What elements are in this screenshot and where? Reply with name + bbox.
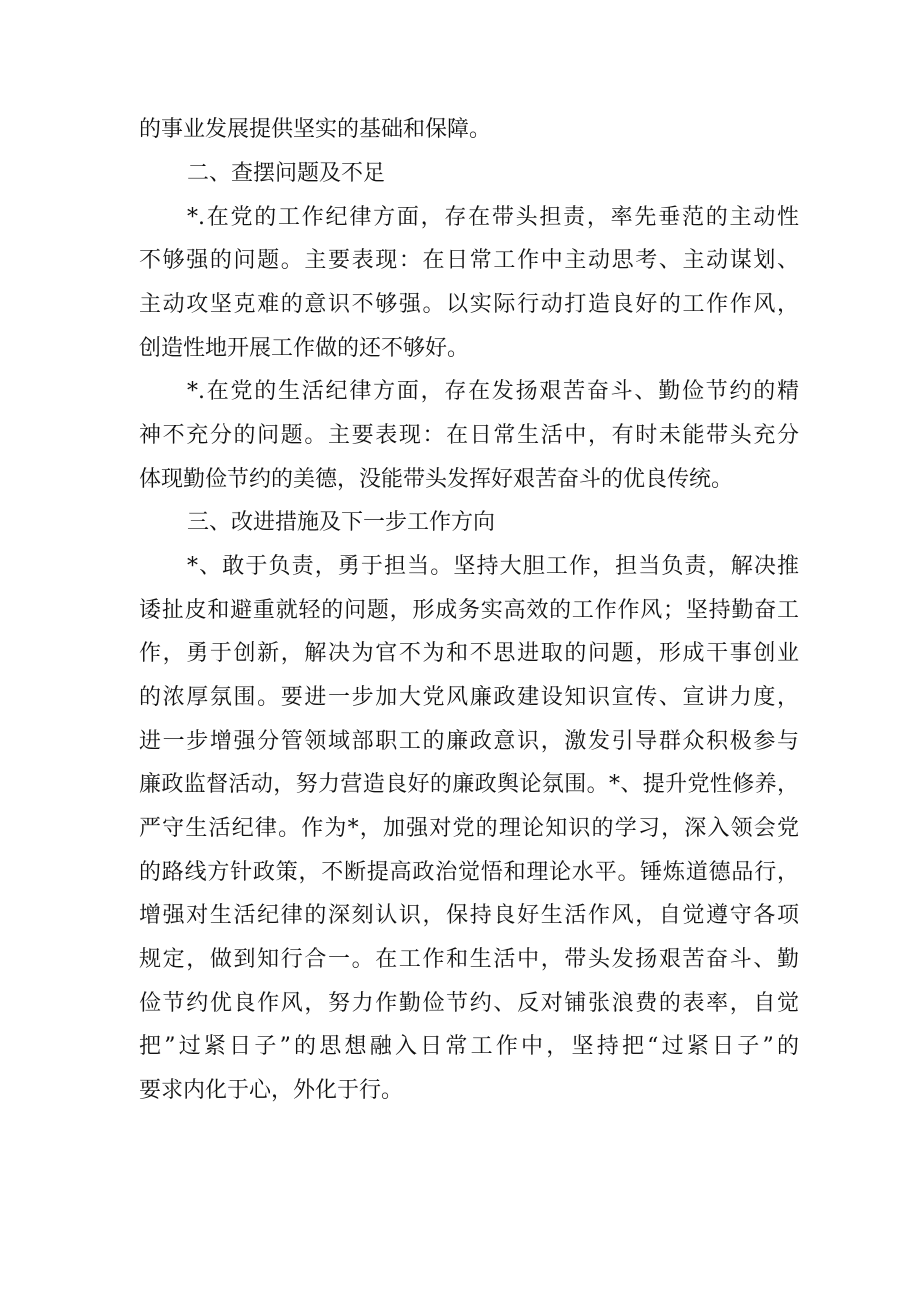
section-heading: 三、改进措施及下一步工作方向: [187, 510, 496, 535]
text-line: 神不充分的问题。主要表现：在日常生活中，有时未能带头充分: [139, 423, 799, 448]
text-line: *.在党的生活纪律方面，存在发扬艰苦奋斗、勤俭节约的精: [187, 379, 799, 404]
text-line: 主动攻坚克难的意识不够强。以实际行动打造良好的工作作风，: [139, 292, 799, 317]
text-line: 的事业发展提供坚实的基础和保障。: [139, 117, 492, 142]
text-line: 要求内化于心，外化于行。: [139, 1078, 404, 1103]
text-line: 把”过紧日子”的思想融入日常工作中，坚持把“过紧日子”的: [139, 1034, 799, 1059]
text-line: 作，勇于创新，解决为官不为和不思进取的问题，形成干事创业: [139, 641, 799, 666]
text-line: 体现勤俭节约的美德，没能带头发挥好艰苦奋斗的优良传统。: [139, 467, 734, 492]
text-line: 的路线方针政策，不断提高政治觉悟和理论水平。锤炼道德品行，: [139, 860, 799, 885]
text-line: *、敢于负责，勇于担当。坚持大胆工作，担当负责，解决推: [187, 554, 799, 579]
section-heading: 二、查摆问题及不足: [187, 161, 386, 186]
text-line: 进一步增强分管领域部职工的廉政意识，激发引导群众积极参与: [139, 729, 799, 754]
text-line: *.在党的工作纪律方面，存在带头担责，率先垂范的主动性: [187, 205, 799, 230]
text-line: 诿扯皮和避重就轻的问题，形成务实高效的工作作风；坚持勤奋工: [139, 598, 799, 623]
text-line: 俭节约优良作风，努力作勤俭节约、反对铺张浪费的表率，自觉: [139, 991, 799, 1016]
text-line: 廉政监督活动，努力营造良好的廉政舆论氛围。*、提升党性修养，: [139, 772, 799, 797]
text-line: 不够强的问题。主要表现：在日常工作中主动思考、主动谋划、: [139, 248, 799, 273]
text-line: 增强对生活纪律的深刻认识，保持良好生活作风，自觉遵守各项: [139, 903, 799, 928]
text-line: 规定，做到知行合一。在工作和生活中，带头发扬艰苦奋斗、勤: [139, 947, 799, 972]
text-line: 创造性地开展工作做的还不够好。: [139, 336, 470, 361]
text-line: 的浓厚氛围。要进一步加大党风廉政建设知识宣传、宣讲力度，: [139, 685, 799, 710]
text-line: 严守生活纪律。作为*，加强对党的理论知识的学习，深入领会党: [139, 816, 799, 841]
